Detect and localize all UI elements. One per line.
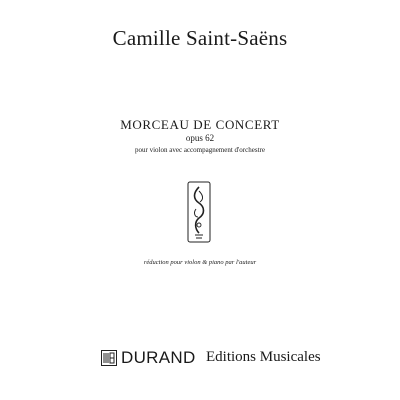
publisher-name: DURAND: [121, 348, 196, 367]
instrumentation-subtitle: pour violon avec accompagnement d'orchestre: [135, 146, 265, 154]
reduction-note: réduction pour violon & piano par l'auteur: [143, 259, 257, 266]
opus-number: opus 62: [185, 133, 215, 143]
publisher-imprint: Editions Musicales: [206, 349, 321, 365]
composer-name: Camille Saint-Saëns: [112, 26, 288, 50]
work-title: MORCEAU DE CONCERT: [120, 117, 280, 132]
publisher-line: [0, 348, 400, 370]
lyre-emblem-icon: [187, 181, 211, 243]
durand-monogram-icon: [101, 350, 117, 366]
